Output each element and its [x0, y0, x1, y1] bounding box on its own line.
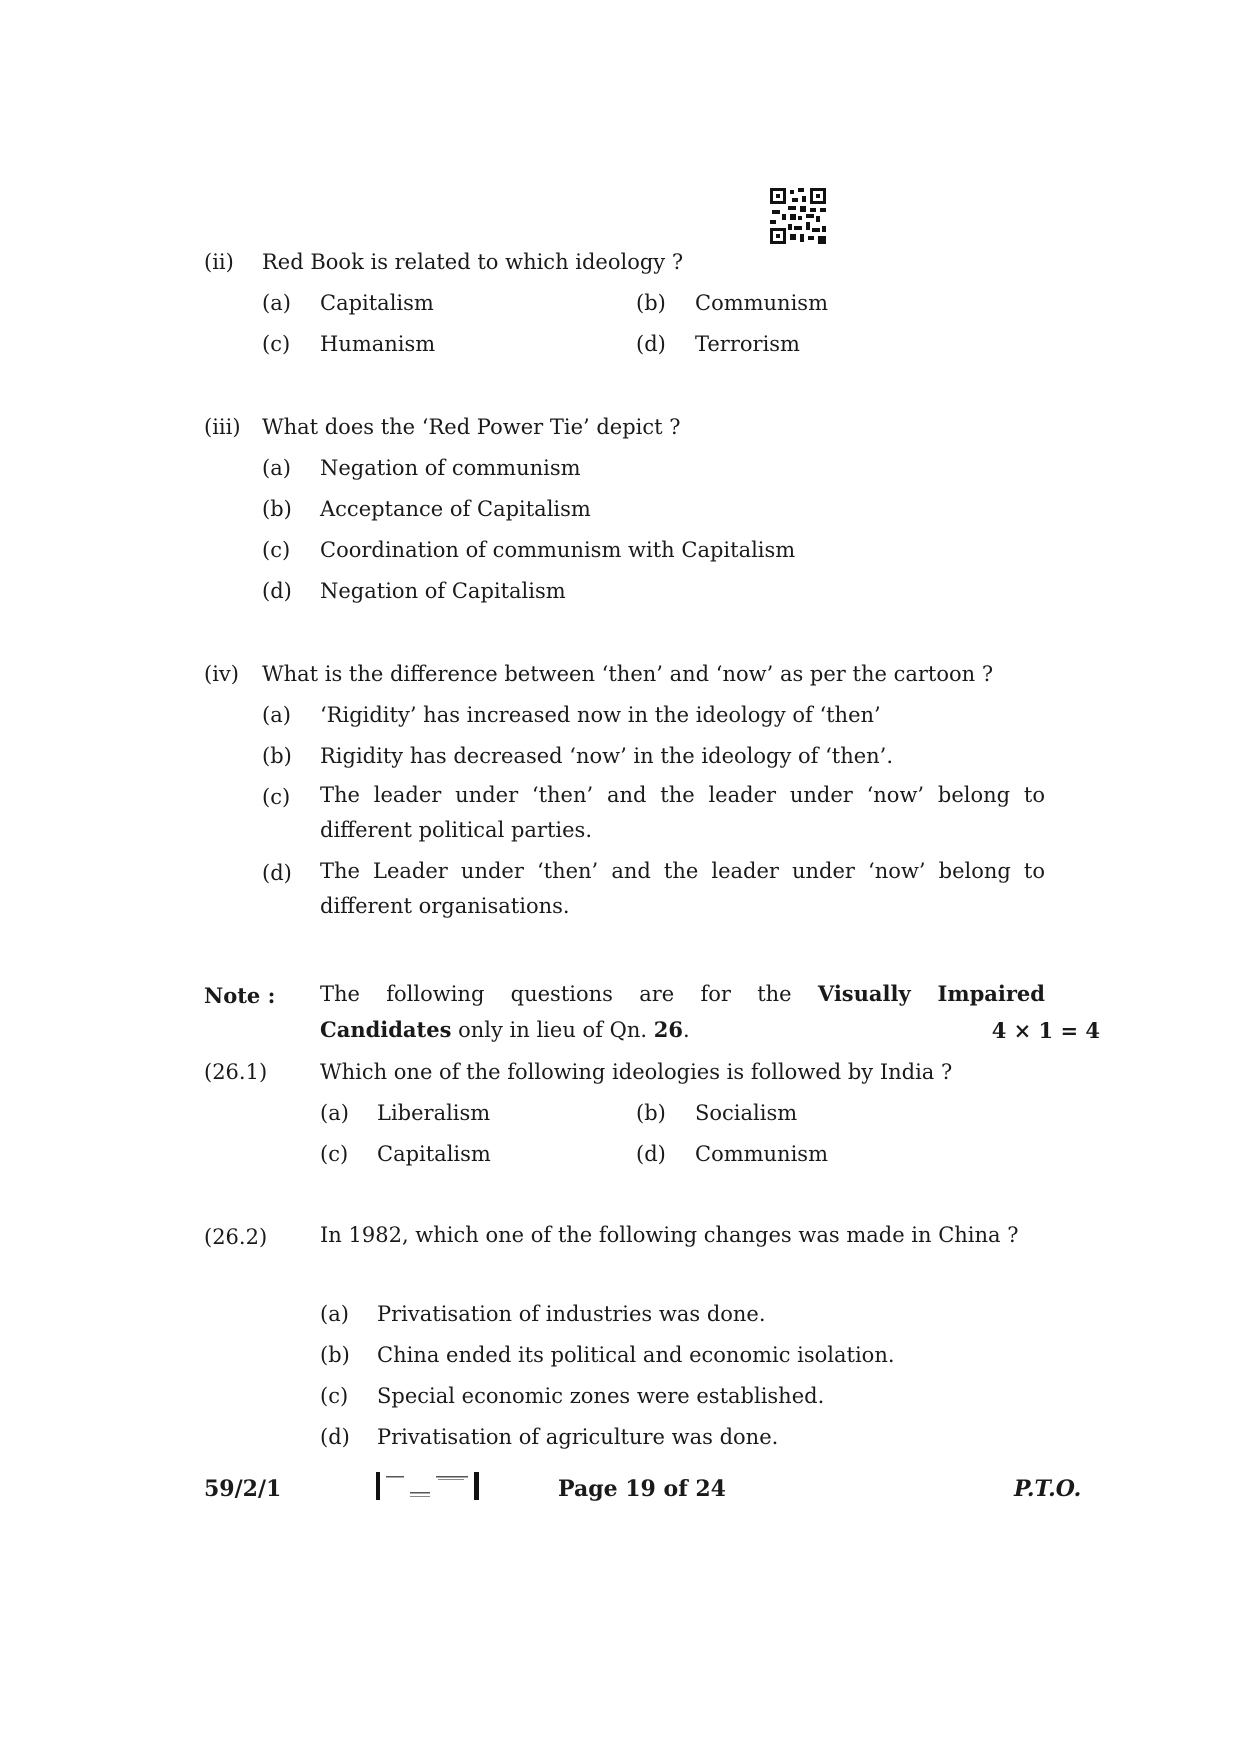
option-text: Coordination of communism with Capitalism: [320, 538, 796, 562]
barcode-icon: [376, 1470, 480, 1502]
pto-label: P.T.O.: [1014, 1476, 1082, 1502]
option-label: (a): [320, 1101, 349, 1125]
option-text: Capitalism: [377, 1142, 491, 1166]
paper-code: 59/2/1: [204, 1476, 282, 1502]
option-text: Socialism: [695, 1101, 798, 1125]
option-text: The Leader under ‘then’ and the leader under ‘now’ belong to different organisations.: [320, 859, 1045, 918]
option-text: Privatisation of agriculture was done.: [377, 1425, 779, 1449]
option-text: Humanism: [320, 332, 436, 356]
option-label: (b): [262, 744, 292, 768]
option-label: (d): [262, 861, 292, 885]
option-label: (a): [262, 703, 291, 727]
option-label: (b): [636, 291, 666, 315]
option-text: Rigidity has decreased ‘now’ in the ideology of ‘then’.: [320, 744, 894, 768]
question-number: (ii): [204, 250, 234, 274]
question-text: Which one of the following ideologies is followed by India ?: [320, 1060, 953, 1084]
option-label: (d): [262, 579, 292, 603]
option-text: Privatisation of industries was done.: [377, 1302, 766, 1326]
option-text: Communism: [695, 291, 828, 315]
option-text: Special economic zones were established.: [377, 1384, 825, 1408]
question-text: In 1982, which one of the following changes was made in China ?: [320, 1223, 1019, 1247]
question-number: (26.2): [204, 1225, 268, 1249]
option-label: (c): [262, 538, 291, 562]
option-label: (b): [262, 497, 292, 521]
question-text: What is the difference between ‘then’ and ‘now’ as per the cartoon ?: [262, 662, 994, 686]
note-label: Note :: [204, 983, 276, 1008]
qr-code-icon: [770, 188, 826, 244]
option-label: (a): [262, 456, 291, 480]
option-label: (d): [636, 332, 666, 356]
question-number: (iv): [204, 662, 239, 686]
option-label: (b): [320, 1343, 350, 1367]
option-label: (c): [262, 785, 291, 809]
option-label: (c): [320, 1384, 349, 1408]
option-text: The leader under ‘then’ and the leader under ‘now’ belong to different political parties.: [320, 783, 1045, 842]
option-label: (c): [320, 1142, 349, 1166]
option-text: Negation of Capitalism: [320, 579, 566, 603]
page-number: Page 19 of 24: [558, 1476, 726, 1502]
option-text: ‘Rigidity’ has increased now in the ideology of ‘then’: [320, 703, 881, 727]
option-label: (b): [636, 1101, 666, 1125]
option-text: Negation of communism: [320, 456, 581, 480]
question-text: Red Book is related to which ideology ?: [262, 250, 684, 274]
option-label: (d): [636, 1142, 666, 1166]
question-text: What does the ‘Red Power Tie’ depict ?: [262, 415, 681, 439]
marks-allocation: 4 × 1 = 4: [991, 1018, 1100, 1043]
option-label: (a): [262, 291, 291, 315]
question-number: (26.1): [204, 1060, 268, 1084]
note-text: The following questions are for the Visually Impaired Candidates only in lieu of Qn. 26.: [320, 981, 1045, 1042]
option-text: Communism: [695, 1142, 828, 1166]
option-label: (d): [320, 1425, 350, 1449]
option-text: China ended its political and economic isolation.: [377, 1343, 895, 1367]
option-label: (c): [262, 332, 291, 356]
option-text: Acceptance of Capitalism: [320, 497, 591, 521]
question-number: (iii): [204, 415, 241, 439]
option-text: Liberalism: [377, 1101, 491, 1125]
option-text: Terrorism: [695, 332, 800, 356]
option-text: Capitalism: [320, 291, 434, 315]
option-label: (a): [320, 1302, 349, 1326]
